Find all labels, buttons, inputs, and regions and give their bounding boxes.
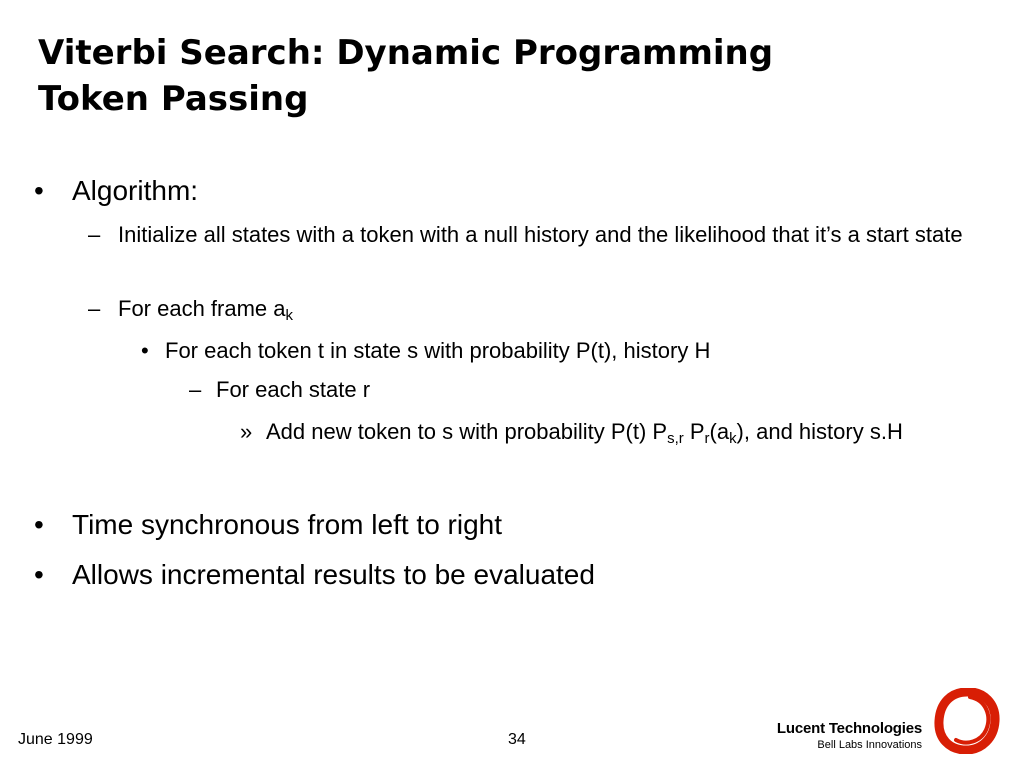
bullet-incremental-results (0, 558, 980, 592)
bullet-text: Time synchronous from left to right (72, 509, 503, 540)
sub-sub-bullet-for-each-token (141, 334, 981, 368)
bullet-marker: • (34, 559, 44, 590)
bullet-text: Algorithm: (72, 175, 199, 206)
sub-sub-bullet-text: For each token t in state s with probability P(t), history H (165, 338, 711, 363)
dash-marker: – (88, 222, 101, 247)
lucent-innovation-ring-icon (934, 688, 1000, 754)
brand-name: Lucent Technologies (776, 720, 922, 737)
slide-title (38, 30, 938, 122)
level4-bullet-for-each-state (189, 373, 969, 407)
bullet-marker: • (34, 175, 44, 206)
level4-bullet-text: For each state r (216, 377, 371, 402)
bullet-time-synchronous (0, 508, 980, 542)
footer-date: June 1999 (18, 731, 93, 748)
dash-marker: – (189, 377, 202, 402)
bullet-algorithm (0, 174, 980, 208)
sub-bullet-initialize (88, 218, 968, 252)
chevron-marker: » (240, 419, 253, 444)
sub-bullet-text: Initialize all states with a token with a null history and the likelihood that it’s a start state (118, 222, 963, 247)
bullet-marker: • (141, 338, 149, 363)
level5-bullet-add-token (240, 410, 960, 454)
page-number: 34 (508, 731, 526, 748)
title-line-2: Token Passing (38, 79, 309, 119)
bullet-marker: • (34, 509, 44, 540)
brand-subtitle: Bell Labs Innovations (817, 739, 922, 751)
subscript-k: k (285, 307, 293, 325)
dash-marker: – (88, 296, 101, 321)
bullet-text: Allows incremental results to be evaluated (72, 559, 595, 590)
level5-bullet-text: Add new token to s with probability P(t) $P_{s,r}$ $P_r(a_k)$, and history s.H (266, 419, 903, 448)
brand-wordmark (760, 720, 922, 752)
sub-bullet-text: For each frame $a_k$ (118, 296, 293, 325)
sub-bullet-for-each-frame (88, 292, 968, 326)
title-line-1: Viterbi Search: Dynamic Programming (38, 33, 774, 73)
